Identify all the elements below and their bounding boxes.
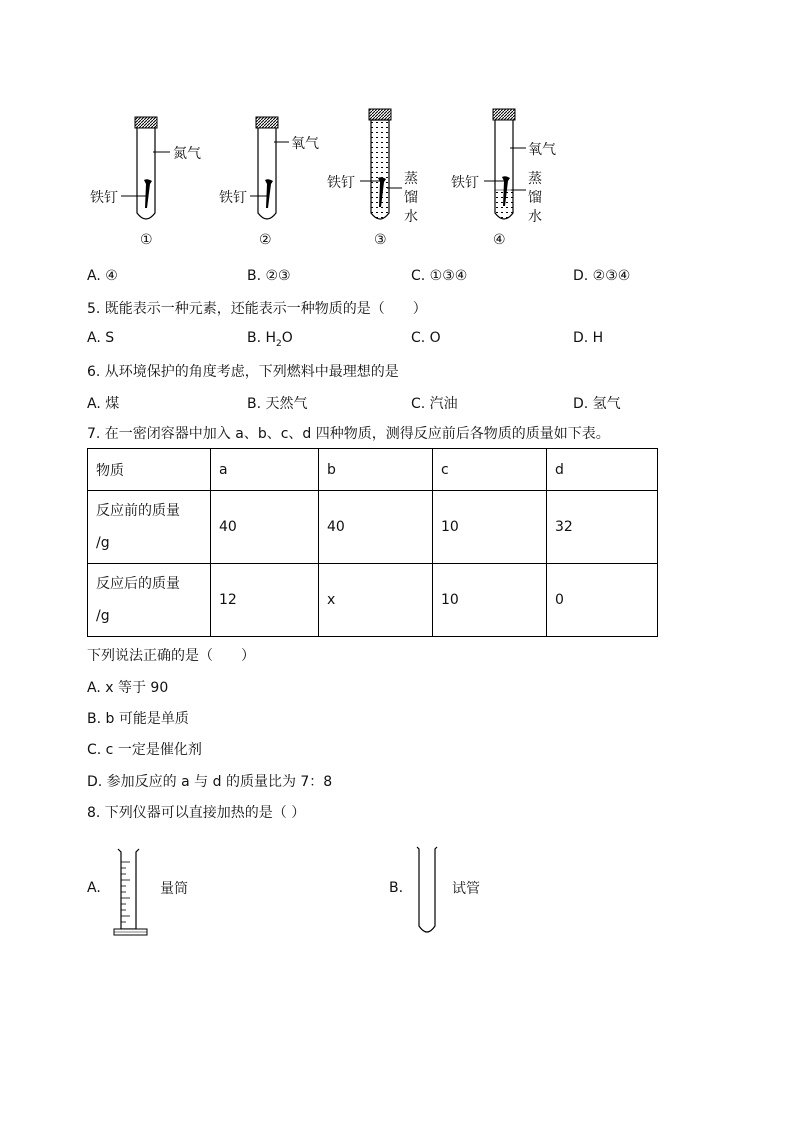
table-cell: 40 — [319, 491, 433, 564]
q8-option-a-letter[interactable]: A. — [87, 880, 101, 896]
q4-option-b[interactable]: B. ②③ — [247, 268, 291, 284]
table-cell: x — [319, 564, 433, 637]
tube-4-number: ④ — [493, 232, 506, 248]
tube-3-nail-label: 铁钉 — [327, 175, 355, 191]
tube-4-nail-label: 铁钉 — [451, 175, 479, 191]
tube-2-nail-label: 铁钉 — [219, 190, 247, 206]
q8-option-b-name: 试管 — [452, 881, 480, 897]
tube-1-nail-label: 铁钉 — [90, 190, 118, 206]
tube-2-gas-label: 氧气 — [291, 136, 319, 152]
table-header-cell: d — [547, 449, 658, 491]
tube-2-number: ② — [259, 232, 272, 248]
q5-option-d[interactable]: D. H — [573, 330, 604, 346]
q5-option-c[interactable]: C. O — [411, 330, 441, 346]
table-row-label: 反应后的质量 /g — [88, 564, 211, 637]
q7-stem: 7. 在一密闭容器中加入 a、b、c、d 四种物质，测得反应前后各物质的质量如下表。 — [87, 426, 610, 442]
q7-option-c[interactable]: C. c 一定是催化剂 — [87, 742, 202, 758]
q6-option-d[interactable]: D. 氢气 — [573, 396, 621, 412]
q6-stem: 6. 从环境保护的角度考虑，下列燃料中最理想的是 — [87, 364, 399, 380]
q6-option-b[interactable]: B. 天然气 — [247, 396, 308, 412]
q8-option-b-letter[interactable]: B. — [389, 880, 404, 896]
tube-4-water-label: 蒸 馏 水 — [528, 171, 542, 225]
table-cell: 12 — [211, 564, 319, 637]
tube-4-gas-label: 氧气 — [528, 142, 556, 158]
table-header-cell: a — [211, 449, 319, 491]
table-cell: 10 — [433, 564, 547, 637]
table-cell: 10 — [433, 491, 547, 564]
q8-stem: 8. 下列仪器可以直接加热的是（ ） — [87, 805, 306, 821]
table-header-cell: b — [319, 449, 433, 491]
tube-3-number: ③ — [374, 232, 387, 248]
q5-option-a[interactable]: A. S — [87, 330, 115, 346]
table-header-cell: c — [433, 449, 547, 491]
tube-1-number: ① — [140, 232, 153, 248]
tube-3-water-label: 蒸 馏 水 — [404, 171, 418, 225]
table-header-cell: 物质 — [88, 449, 211, 491]
q7-option-a[interactable]: A. x 等于 90 — [87, 680, 169, 696]
tube-1-gas-label: 氮气 — [173, 146, 201, 162]
q5-stem: 5. 既能表示一种元素，还能表示一种物质的是（ ） — [87, 301, 427, 317]
q7-option-d[interactable]: D. 参加反应的 a 与 d 的质量比为 7：8 — [87, 774, 333, 790]
q4-option-a[interactable]: A. ④ — [87, 268, 118, 284]
table-cell: 0 — [547, 564, 658, 637]
table-row-label: 反应前的质量 /g — [88, 491, 211, 564]
q5-option-b[interactable]: B. $H_2O$ — [247, 330, 293, 349]
q4-option-c[interactable]: C. ①③④ — [411, 268, 468, 284]
subscript-2: 2 — [276, 338, 282, 349]
q6-option-c[interactable]: C. 汽油 — [411, 396, 458, 412]
q7-option-b[interactable]: B. b 可能是单质 — [87, 711, 189, 727]
q7-prompt: 下列说法正确的是（ ） — [87, 648, 255, 664]
q4-option-d[interactable]: D. ②③④ — [573, 268, 631, 284]
q8-option-a-name: 量筒 — [160, 881, 188, 897]
q6-option-a[interactable]: A. 煤 — [87, 396, 120, 412]
table-cell: 40 — [211, 491, 319, 564]
table-cell: 32 — [547, 491, 658, 564]
